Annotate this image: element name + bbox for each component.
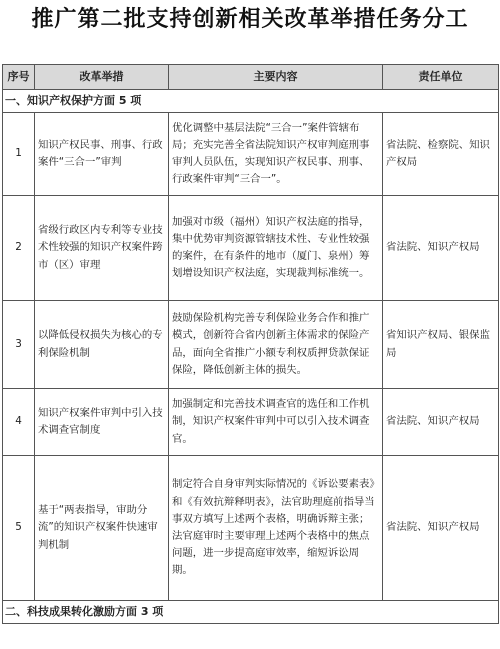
table-row	[3, 196, 499, 301]
row-content: 鼓励保险机构完善专利保险业务合作和推广模式，创新符合省内创新主体需求的保险产品，面向全省推广小额专利权质押贷款保证保险，降低创新主体的损失。	[169, 301, 383, 389]
table-row	[3, 113, 499, 196]
row-unit: 省法院、知识产权局	[383, 196, 499, 301]
header-no: 序号	[3, 65, 35, 90]
row-unit: 省法院、知识产权局	[383, 389, 499, 456]
table-row	[3, 389, 499, 456]
row-no: 4	[3, 389, 35, 456]
section-row	[3, 601, 499, 624]
section-label: 二、科技成果转化激励方面 3 项	[3, 601, 499, 624]
section-row	[3, 90, 499, 113]
row-measure: 基于“两表指导，审助分流”的知识产权案件快速审判机制	[35, 456, 169, 601]
row-no: 5	[3, 456, 35, 601]
document-title: 推广第二批支持创新相关改革举措任务分工	[31, 6, 469, 32]
task-table	[2, 64, 499, 624]
row-unit: 省法院、检察院、知识产权局	[383, 113, 499, 196]
row-content: 优化调整中基层法院“三合一”案件管辖布局；充实完善全省法院知识产权审判庭刑事审判人员队伍，实现知识产权民事、刑事、行政案件审判“三合一”。	[169, 113, 383, 196]
header-unit: 责任单位	[383, 65, 499, 90]
row-unit: 省法院、知识产权局	[383, 456, 499, 601]
header-content: 主要内容	[169, 65, 383, 90]
row-no: 3	[3, 301, 35, 389]
header-measure: 改革举措	[35, 65, 169, 90]
section-label: 一、知识产权保护方面 5 项	[3, 90, 499, 113]
row-measure: 以降低侵权损失为核心的专利保险机制	[35, 301, 169, 389]
table-header-row	[3, 65, 499, 90]
table-row	[3, 456, 499, 601]
row-measure: 知识产权案件审判中引入技术调查官制度	[35, 389, 169, 456]
table-row	[3, 301, 499, 389]
row-no: 2	[3, 196, 35, 301]
row-content: 加强对市级（福州）知识产权法庭的指导，集中优势审判资源管辖技术性、专业性较强的案件，在有条件的地市（厦门、泉州）筹划增设知识产权法庭，实现裁判标准统一。	[169, 196, 383, 301]
row-content: 加强制定和完善技术调查官的选任和工作机制，知识产权案件审判中可以引入技术调查官。	[169, 389, 383, 456]
row-unit: 省知识产权局、银保监局	[383, 301, 499, 389]
row-measure: 知识产权民事、刑事、行政案件“三合一”审判	[35, 113, 169, 196]
row-no: 1	[3, 113, 35, 196]
row-measure: 省级行政区内专利等专业技术性较强的知识产权案件跨市（区）审理	[35, 196, 169, 301]
row-content: 制定符合自身审判实际情况的《诉讼要素表》和《有效抗辩释明表》，法官助理庭前指导当事双方填写上述两个表格，明确诉辩主张；法官庭审时主要审理上述两个表格中的焦点问题，进一步提高庭审效率，缩短诉讼周期。	[169, 456, 383, 601]
